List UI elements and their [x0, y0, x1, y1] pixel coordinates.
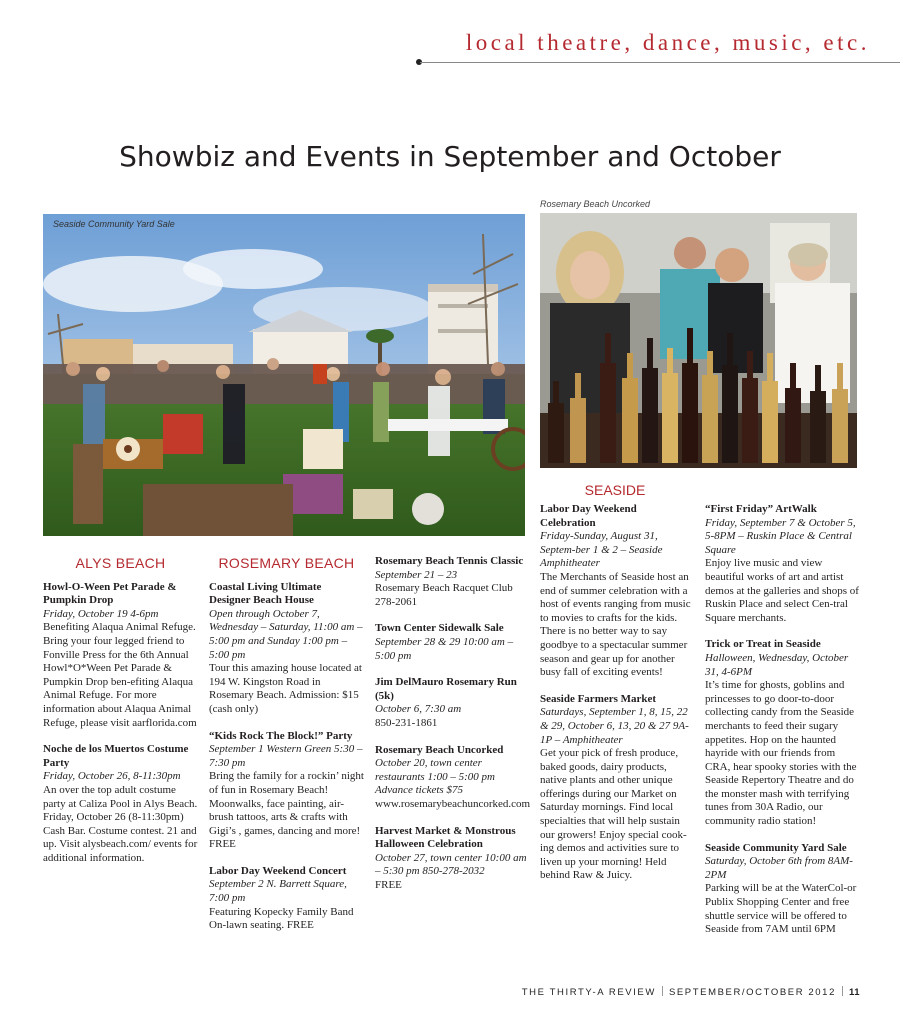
event-entry [43, 581, 198, 731]
event-title: Trick or Treat in Seaside [705, 638, 821, 651]
event-entry [375, 676, 530, 730]
event-entry [375, 622, 530, 663]
footer-divider [662, 986, 663, 996]
event-title: Town Center Sidewalk Sale [375, 622, 504, 635]
event-entry [705, 638, 860, 828]
event-title: Rosemary Beach Uncorked [375, 743, 504, 756]
event-description: Tour this amazing house located at 194 W. Kingston Road in Rosemary Beach. Admission: $15 (cash only) [209, 662, 362, 715]
column-seaside [540, 503, 692, 896]
event-title: Labor Day Weekend Concert [209, 864, 347, 877]
event-description: An over the top adult costume party at Caliza Pool in Alys Beach. Friday, October 26 (8-11:30pm) Cash Bar. Costume contest. 21 and up. Visit alysbeach.com/ events for additional information. [43, 783, 198, 864]
event-when: September 2 N. Barrett Square, 7:00 pm [209, 878, 347, 905]
column-alys-beach [43, 557, 198, 878]
event-when: Friday, October 26, 8-11:30pm [43, 770, 181, 783]
section-heading-seaside: SEASIDE [584, 482, 646, 498]
event-title: Noche de los Muertos Costume Party [43, 743, 189, 769]
event-when: October 20, town center restaurants 1:00 – 5:00 pm Advance tickets $75 [375, 757, 495, 797]
event-title: Howl-O-Ween Pet Parade & Pumpkin Drop [43, 580, 177, 607]
event-when: Saturday, October 6th from 8AM-2PM [705, 855, 853, 881]
event-when: Friday, October 19 4-6pm [43, 607, 159, 620]
event-description: FREE [375, 878, 402, 891]
event-title: “Kids Rock The Block!” Party [209, 729, 353, 742]
page-title: Showbiz and Events in September and October [119, 140, 781, 173]
page-footer [522, 986, 860, 998]
event-description: 850-231-1861 [375, 716, 438, 729]
page-number: 11 [848, 987, 860, 998]
event-when: September 28 & 29 10:00 am – 5:00 pm [375, 635, 514, 662]
event-entry [43, 743, 198, 865]
event-entry [375, 825, 530, 893]
event-title: Rosemary Beach Tennis Classic [375, 555, 524, 567]
event-description: www.rosemarybeachuncorked.com [375, 797, 531, 810]
event-entry [209, 865, 364, 933]
event-description: Rosemary Beach Racquet Club 278-2061 [375, 582, 513, 608]
header-rule [420, 62, 900, 63]
uncorked-photo [540, 213, 857, 468]
event-entry [375, 744, 530, 812]
event-description: Parking will be at the WaterCol-or Publix Shopping Center and free shuttle service will be offered to Seaside from 7AM until 6PM [705, 882, 857, 936]
event-entry [209, 730, 364, 852]
section-header: local theatre, dance, music, etc. [465, 30, 870, 55]
event-description: Featuring Kopecky Family Band On-lawn seating. FREE [209, 905, 354, 932]
event-when: Halloween, Wednesday, October 31, 4-6PM [705, 651, 849, 678]
column-rosemary-beach [209, 557, 364, 946]
event-entry [705, 503, 860, 625]
yard-sale-photo-caption: Seaside Community Yard Sale [53, 219, 175, 229]
event-when: Friday, September 7 & October 5, 5-8PM – Ruskin Place & Central Square [705, 516, 856, 556]
footer-divider [842, 986, 843, 996]
column-seaside-continued [705, 503, 860, 950]
uncorked-photo-caption: Rosemary Beach Uncorked [540, 199, 651, 209]
section-heading-rosemary-beach: ROSEMARY BEACH [218, 555, 355, 571]
event-title: Seaside Community Yard Sale [705, 841, 847, 854]
event-title: Jim DelMauro Rosemary Run (5k) [375, 676, 517, 702]
event-when: October 27, town center 10:00 am – 5:30 pm 850-278-2032 [375, 851, 527, 878]
event-when: Open through October 7, Wednesday – Saturday, 11:00 am – 5:00 pm and Sunday 1:00 pm – 5:00 pm [209, 607, 363, 661]
event-description: Enjoy live music and view beautiful works of art and artist demos at the galleries and shops of Ruskin Place and select Cen-tral Square merchants. [705, 557, 859, 624]
event-title: Coastal Living Ultimate Designer Beach House [209, 580, 322, 607]
event-entry [209, 581, 364, 717]
event-description: Bring the family for a rockin’ night of fun in Rosemary Beach! Moonwalks, face painting, air-brush tattoos, arts & crafts with Gigi’s , games, dancing and more! FREE [209, 770, 364, 851]
event-entry [540, 693, 692, 883]
event-when: September 21 – 23 [375, 568, 458, 581]
issue-date: SEPTEMBER/OCTOBER 2012 [668, 987, 836, 998]
column-rosemary-beach-continued [375, 555, 530, 905]
event-title: “First Friday” ArtWalk [705, 503, 817, 515]
event-description: It’s time for ghosts, goblins and princesses to go door-to-door collecting candy from the Seaside merchants to feed their sugary appetites. Hop on the haunted hayride with our friends from CRA, hear spooky stories with the Seaside Repertory Theatre and do the monster mash with terrifying tunes from 30A Radio, our community radio station! [705, 679, 857, 828]
event-title: Seaside Farmers Market [540, 692, 657, 705]
event-title: Harvest Market & Monstrous Halloween Celebration [375, 824, 516, 851]
section-heading-alys-beach: ALYS BEACH [75, 555, 166, 571]
event-when: Friday-Sunday, August 31, Septem-ber 1 & 2 – Seaside Amphitheater [540, 530, 663, 570]
yard-sale-photo [43, 214, 525, 536]
event-entry [705, 842, 860, 937]
event-description: The Merchants of Seaside host an end of summer celebration with a host of events ranging from music to movies to crafts for the kids. There is no better way to say goodbye to a spectacular summer season and gear up for another busy fall of exciting events! [540, 570, 691, 679]
event-title: Labor Day Weekend Celebration [540, 503, 637, 529]
event-entry [540, 503, 692, 680]
event-when: Saturdays, September 1, 8, 15, 22 & 29, October 6, 13, 20 & 27 9A-1P – Amphitheater [540, 706, 689, 746]
event-when: October 6, 7:30 am [375, 703, 462, 716]
event-entry [375, 555, 530, 609]
publication-name: THE THIRTY-A REVIEW [521, 987, 656, 998]
event-description: Get your pick of fresh produce, baked goods, dairy products, native plants and other unique offerings during our Market on Saturday mornings. Find local specialties that will help sustain our growers! Enjoy special cook-ing demos and activities sure to liven up your morning! Held behind Raw & Juicy. [540, 747, 687, 882]
event-description: Benefiting Alaqua Animal Refuge. Bring your four legged friend to Fonville Press for the 6th Annual Howl*O*Ween Pet Parade & Pumpkin Drop ben-efiting Alaqua Animal Refuge. For more information about Alaqua Animal Refuge, please visit aarflorida.com [43, 621, 197, 729]
event-when: September 1 Western Green 5:30 – 7:30 pm [209, 743, 363, 769]
